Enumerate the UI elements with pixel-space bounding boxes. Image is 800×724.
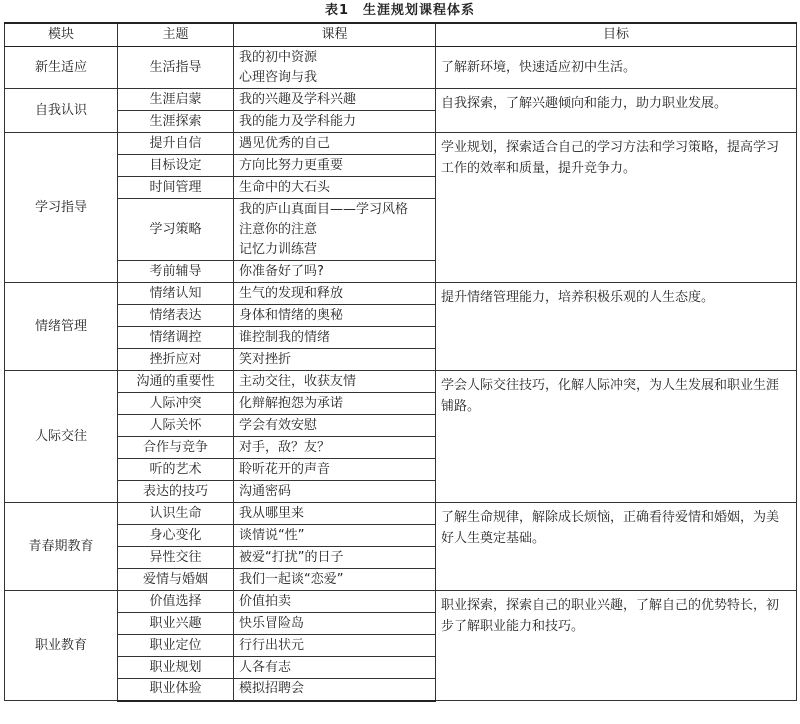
course-item: 我的庐山真面目——学习风格: [239, 201, 409, 217]
course-cell: [234, 283, 436, 305]
course-item: 我的初中资源: [239, 49, 318, 65]
topic-cell: 职业体验: [118, 679, 234, 701]
course-cell: [234, 525, 436, 547]
course-cell: [234, 199, 436, 261]
table-row: [5, 503, 797, 525]
table-row: [5, 47, 797, 89]
module-cell: 职业教育: [5, 591, 118, 701]
topic-cell: 沟通的重要性: [118, 371, 234, 393]
course-item: 学会有效安慰: [239, 417, 318, 433]
course-item: 被爱“打扰”的日子: [239, 549, 344, 565]
course-item: 我的能力及学科能力: [239, 113, 357, 129]
course-cell: [234, 547, 436, 569]
course-item: 谈情说“性”: [239, 527, 305, 543]
topic-cell: 情绪表达: [118, 305, 234, 327]
course-item: 我从哪里来: [239, 505, 305, 521]
topic-cell: 职业规划: [118, 657, 234, 679]
table-caption: 表1 生涯规划课程体系: [324, 3, 476, 18]
header-module: 模块: [5, 23, 118, 47]
course-item: 方向比努力更重要: [239, 157, 344, 173]
topic-cell: 爱情与婚姻: [118, 569, 234, 591]
module-cell: 学习指导: [5, 133, 118, 283]
topic-cell: 情绪认知: [118, 283, 234, 305]
course-item: 模拟招聘会: [239, 681, 305, 697]
course-cell: [234, 177, 436, 199]
course-item: 心理咨询与我: [239, 69, 318, 85]
course-cell: [234, 327, 436, 349]
course-item: 我的兴趣及学科兴趣: [239, 91, 357, 107]
topic-cell: 职业兴趣: [118, 613, 234, 635]
topic-cell: 人际关怀: [118, 415, 234, 437]
table-row: [5, 371, 797, 393]
course-item: 生气的发现和释放: [239, 285, 344, 301]
topic-cell: 时间管理: [118, 177, 234, 199]
table-row: [5, 89, 797, 111]
course-item: 价值拍卖: [239, 593, 292, 609]
topic-cell: 价值选择: [118, 591, 234, 613]
topic-cell: 提升自信: [118, 133, 234, 155]
topic-cell: 考前辅导: [118, 261, 234, 283]
module-cell: 自我认识: [5, 89, 118, 133]
topic-cell: 身心变化: [118, 525, 234, 547]
course-cell: [234, 481, 436, 503]
course-cell: [234, 393, 436, 415]
course-item: 行行出状元: [239, 637, 305, 653]
course-cell: [234, 613, 436, 635]
topic-cell: 表达的技巧: [118, 481, 234, 503]
course-cell: [234, 261, 436, 283]
course-cell: [234, 635, 436, 657]
course-item: 生命中的大石头: [239, 179, 331, 195]
course-item: 聆听花开的声音: [239, 461, 331, 477]
goal-cell: 职业探索，探索自己的职业兴趣，了解自己的优势特长，初步了解职业能力和技巧。: [436, 591, 797, 701]
topic-cell: 学习策略: [118, 199, 234, 261]
header-row: [5, 23, 797, 47]
topic-cell: 听的艺术: [118, 459, 234, 481]
topic-cell: 认识生命: [118, 503, 234, 525]
course-item: 沟通密码: [239, 483, 292, 499]
course-cell: [234, 657, 436, 679]
module-cell: 青春期教育: [5, 503, 118, 591]
module-cell: 人际交往: [5, 371, 118, 503]
topic-cell: 人际冲突: [118, 393, 234, 415]
header-topic: 主题: [118, 23, 234, 47]
course-item: 对手，敌？友？: [239, 439, 331, 455]
course-cell: [234, 111, 436, 133]
course-cell: [234, 503, 436, 525]
goal-cell: 提升情绪管理能力，培养积极乐观的人生态度。: [436, 283, 797, 371]
topic-cell: 生涯探索: [118, 111, 234, 133]
topic-cell: 目标设定: [118, 155, 234, 177]
course-item: 遇见优秀的自己: [239, 135, 331, 151]
topic-cell: 合作与竞争: [118, 437, 234, 459]
course-cell: [234, 47, 436, 89]
course-item: 人各有志: [239, 659, 292, 675]
course-item: 我们一起谈“恋爱”: [239, 571, 344, 587]
course-item: 谁控制我的情绪: [239, 329, 331, 345]
course-item: 身体和情绪的奥秘: [239, 307, 344, 323]
table-row: [5, 283, 797, 305]
header-course: 课程: [234, 23, 436, 47]
course-cell: [234, 349, 436, 371]
table-row: [5, 133, 797, 155]
course-cell: [234, 371, 436, 393]
goal-cell: 自我探索，了解兴趣倾向和能力，助力职业发展。: [436, 89, 797, 133]
topic-cell: 生涯启蒙: [118, 89, 234, 111]
goal-cell: 学会人际交往技巧，化解人际冲突，为人生发展和职业生涯铺路。: [436, 371, 797, 503]
course-cell: [234, 155, 436, 177]
course-cell: [234, 437, 436, 459]
topic-cell: 情绪调控: [118, 327, 234, 349]
course-cell: [234, 89, 436, 111]
course-cell: [234, 415, 436, 437]
topic-cell: 挫折应对: [118, 349, 234, 371]
table-body: [5, 47, 797, 701]
course-item: 快乐冒险岛: [239, 615, 305, 631]
module-cell: 新生适应: [5, 47, 118, 89]
course-cell: [234, 569, 436, 591]
goal-cell: 学业规划，探索适合自己的学习方法和学习策略，提高学习工作的效率和质量，提升竞争力。: [436, 133, 797, 283]
course-item: 化辩解抱怨为承诺: [239, 395, 344, 411]
course-item: 你准备好了吗?: [239, 263, 324, 279]
topic-cell: 生活指导: [118, 47, 234, 89]
course-item: 记忆力训练营: [239, 241, 318, 257]
course-item: 注意你的注意: [239, 221, 318, 237]
course-cell: [234, 591, 436, 613]
course-item: 笑对挫折: [239, 351, 292, 367]
header-goal: 目标: [436, 23, 797, 47]
goal-cell: 了解新环境，快速适应初中生活。: [436, 47, 797, 89]
topic-cell: 职业定位: [118, 635, 234, 657]
goal-cell: 了解生命规律，解除成长烦恼，正确看待爱情和婚姻，为美好人生奠定基础。: [436, 503, 797, 591]
table-row: [5, 591, 797, 613]
course-item: 主动交往，收获友情: [239, 373, 357, 389]
course-cell: [234, 679, 436, 701]
topic-cell: 异性交往: [118, 547, 234, 569]
course-cell: [234, 305, 436, 327]
course-cell: [234, 459, 436, 481]
curriculum-table: [4, 22, 797, 702]
module-cell: 情绪管理: [5, 283, 118, 371]
course-cell: [234, 133, 436, 155]
